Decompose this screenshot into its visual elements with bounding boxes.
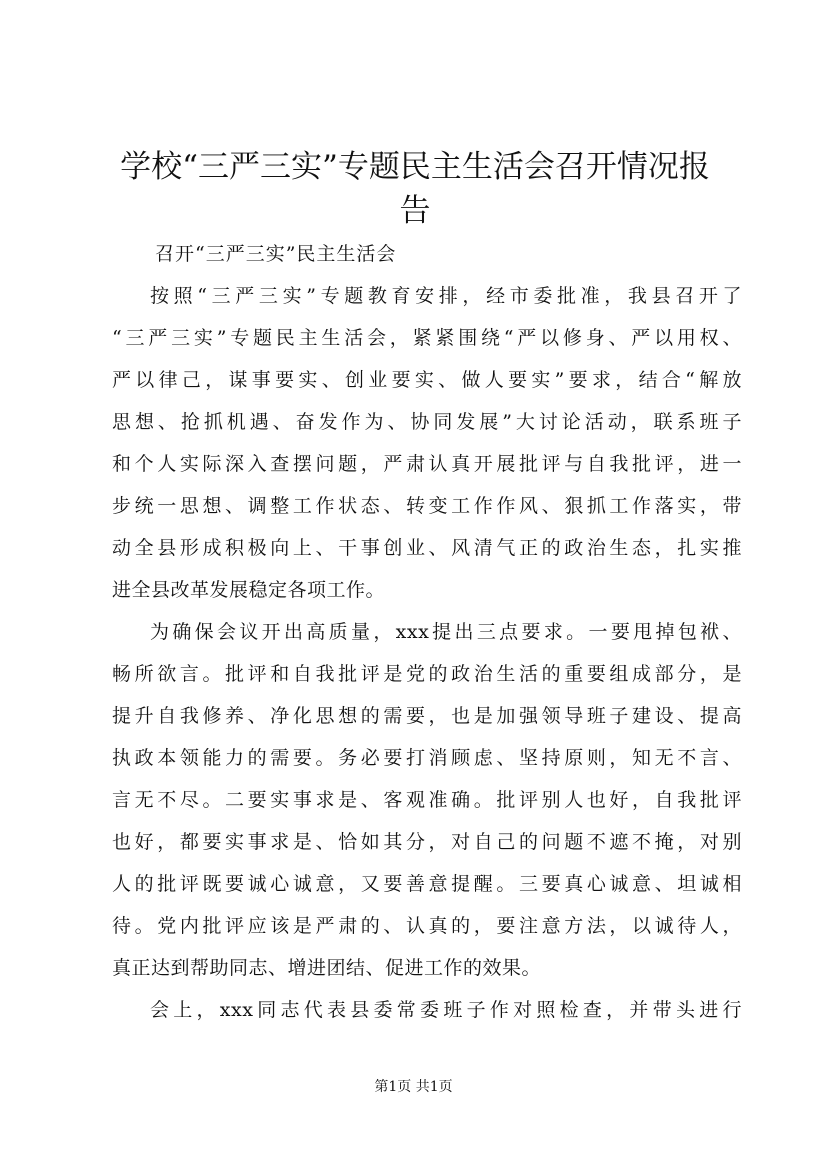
text-line: 思想、抢抓机遇、奋发作为、协同发展”大讨论活动，联系班子 — [112, 411, 742, 433]
text-line: 进全县改革发展稳定各项工作。 — [112, 579, 386, 601]
text-line: 步统一思想、调整工作状态、转变工作作风、狠抓工作落实，带 — [112, 495, 742, 517]
text-line: “三严三实”专题民主生活会，紧紧围绕“严以修身、严以用权、 — [112, 327, 742, 349]
text-line: 为确保会议开出高质量，xxx提出三点要求。一要甩掉包袱、 — [150, 621, 742, 643]
text-line: 严以律己，谋事要实、创业要实、做人要实”要求，结合“解放 — [112, 369, 742, 391]
text-line: 按照“三严三实”专题教育安排，经市委批准，我县召开了 — [150, 285, 742, 307]
text-line: 言无不尽。二要实事求是、客观准确。批评别人也好，自我批评 — [112, 789, 742, 811]
text-line: 和个人实际深入查摆问题，严肃认真开展批评与自我批评，进一 — [112, 453, 742, 475]
text-line: 动全县形成积极向上、干事创业、风清气正的政治生态，扎实推 — [112, 537, 742, 559]
text-line: 畅所欲言。批评和自我批评是党的政治生活的重要组成部分，是 — [112, 663, 742, 685]
text-line: 也好，都要实事求是、恰如其分，对自己的问题不遮不掩，对别 — [112, 831, 742, 853]
text-line: 真正达到帮助同志、增进团结、促进工作的效果。 — [112, 957, 542, 979]
text-line: 提升自我修养、净化思想的需要，也是加强领导班子建设、提高 — [112, 705, 742, 727]
subtitle: 召开“三严三实”民主生活会 — [155, 243, 397, 265]
document-title — [100, 145, 730, 233]
page-footer: 第1页 共1页 — [374, 1079, 453, 1095]
title-line-2: 告 — [399, 193, 431, 229]
text-line: 会上，xxx同志代表县委常委班子作对照检查，并带头进行 — [150, 999, 742, 1021]
title-line-1: 学校“三严三实”专题民主生活会召开情况报 — [120, 149, 710, 185]
text-line: 待。党内批评应该是严肃的、认真的，要注意方法，以诚待人， — [112, 915, 742, 937]
text-line: 人的批评既要诚心诚意，又要善意提醒。三要真心诚意、坦诚相 — [112, 873, 742, 895]
text-line: 执政本领能力的需要。务必要打消顾虑、坚持原则，知无不言、 — [112, 747, 742, 769]
